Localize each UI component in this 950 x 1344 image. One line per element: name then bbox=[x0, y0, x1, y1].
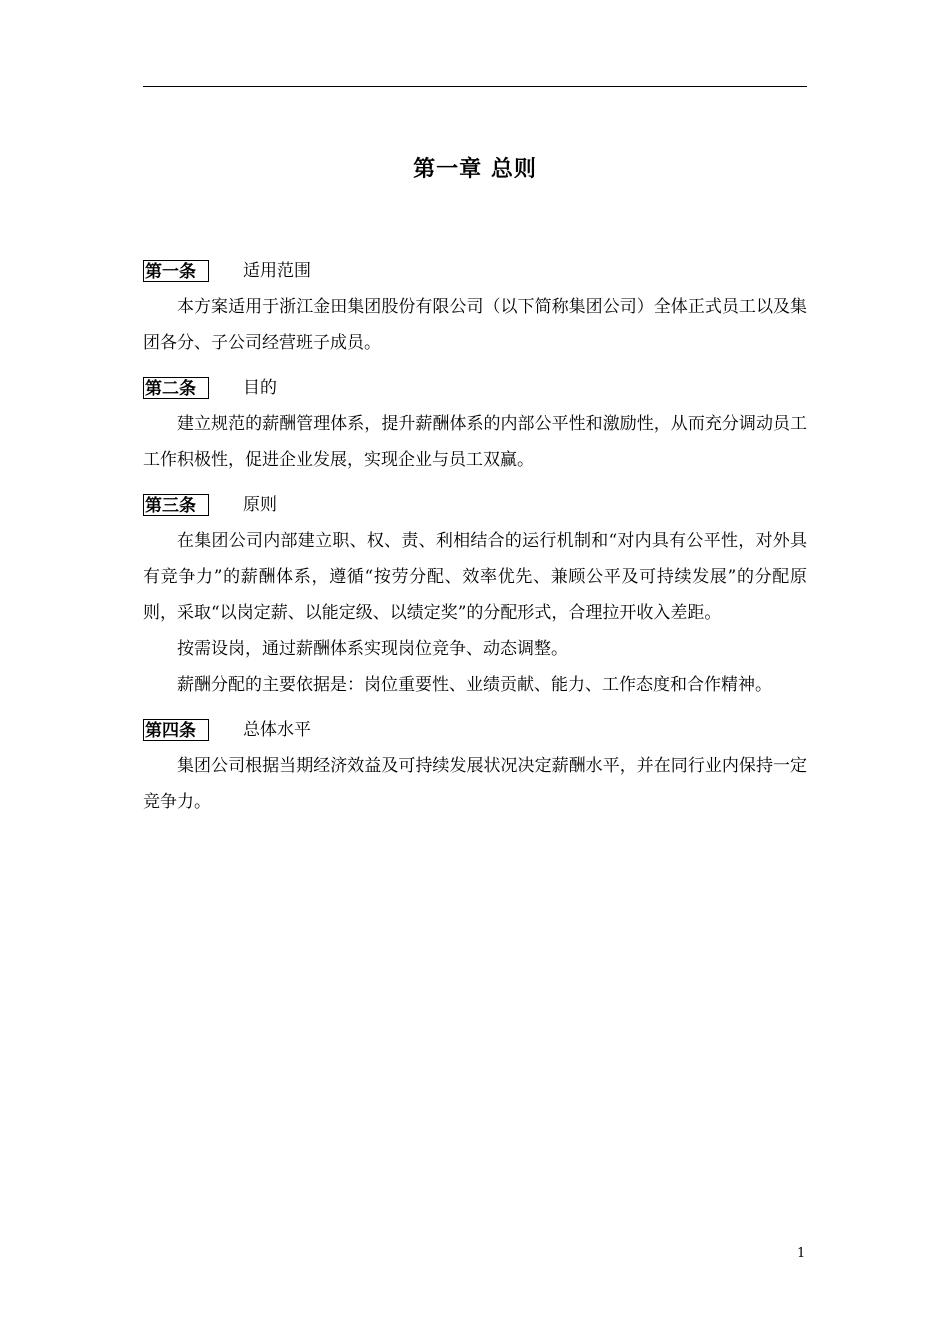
article-4 bbox=[143, 712, 807, 820]
article-label: 第三条 bbox=[143, 494, 209, 516]
paragraph: 本方案适用于浙江金田集团股份有限公司（以下简称集团公司）全体正式员工以及集团各分、子公司经营班子成员。 bbox=[143, 297, 807, 353]
article-label: 第二条 bbox=[143, 377, 209, 399]
document-body bbox=[143, 253, 807, 829]
chapter-title: 第一章 总则 bbox=[413, 157, 537, 182]
article-heading bbox=[143, 487, 807, 523]
article-title: 适用范围 bbox=[243, 261, 311, 281]
article-heading bbox=[143, 370, 807, 406]
paragraph: 按需设岗，通过薪酬体系实现岗位竞争、动态调整。 bbox=[177, 639, 568, 659]
article-1 bbox=[143, 253, 807, 361]
article-heading bbox=[143, 712, 807, 748]
paragraph: 建立规范的薪酬管理体系，提升薪酬体系的内部公平性和激励性，从而充分调动员工工作积极性，促进企业发展，实现企业与员工双赢。 bbox=[143, 414, 807, 470]
paragraph: 集团公司根据当期经济效益及可持续发展状况决定薪酬水平，并在同行业内保持一定竞争力。 bbox=[143, 756, 807, 812]
article-label: 第一条 bbox=[143, 260, 209, 282]
paragraph: 薪酬分配的主要依据是：岗位重要性、业绩贡献、能力、工作态度和合作精神。 bbox=[177, 675, 772, 695]
page-number: 1 bbox=[797, 1246, 806, 1261]
article-title: 目的 bbox=[243, 378, 277, 398]
article-heading bbox=[143, 253, 807, 289]
paragraph: 在集团公司内部建立职、权、责、利相结合的运行机制和“对内具有公平性，对外具有竞争力”的薪酬体系，遵循“按劳分配、效率优先、兼顾公平及可持续发展”的分配原则，采取“以岗定薪、以能定级、以绩定奖”的分配形式，合理拉开收入差距。 bbox=[143, 531, 807, 623]
article-2 bbox=[143, 370, 807, 478]
header-rule bbox=[143, 86, 807, 87]
article-label: 第四条 bbox=[143, 719, 209, 741]
article-title: 原则 bbox=[243, 495, 277, 515]
article-title: 总体水平 bbox=[243, 720, 311, 740]
article-3 bbox=[143, 487, 807, 703]
